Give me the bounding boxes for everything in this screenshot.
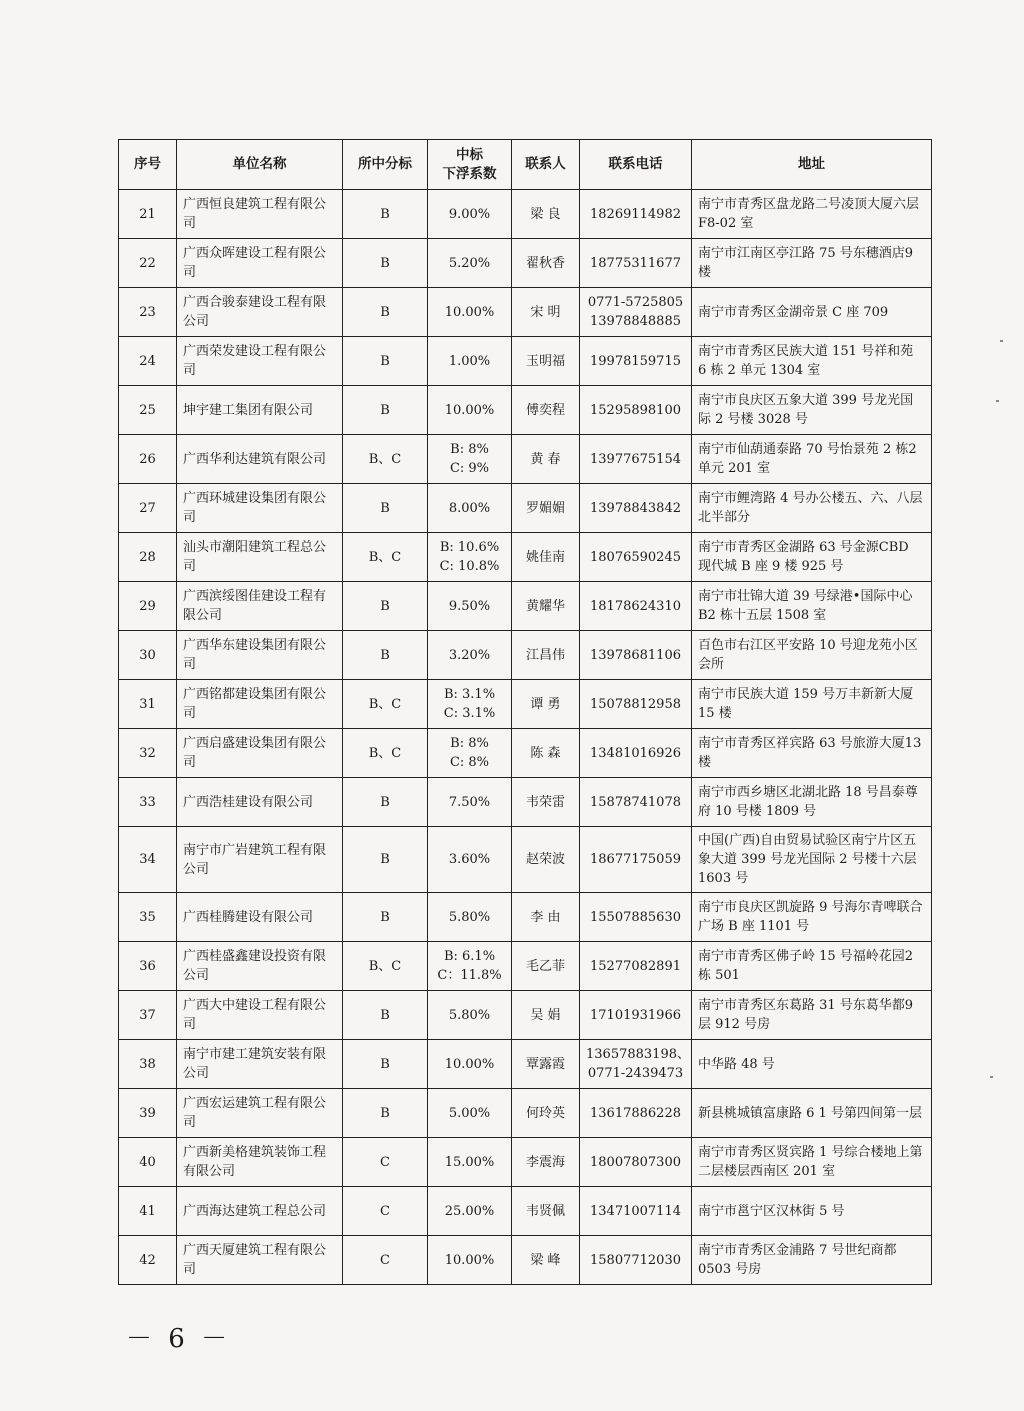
phone-value: 13978681106 xyxy=(590,647,681,663)
cell-phone xyxy=(580,631,692,680)
cell-seq: 27 xyxy=(119,484,177,533)
cell-name: 广西恒良建筑工程有限公司 xyxy=(177,190,343,239)
cell-seq: 32 xyxy=(119,729,177,778)
cell-coef xyxy=(428,288,512,337)
cell-address: 南宁市民族大道 159 号万丰新新大厦 15 楼 xyxy=(692,680,932,729)
coef-value: B: 6.1% xyxy=(443,949,496,964)
scan-speck xyxy=(1000,340,1003,342)
cell-section: C xyxy=(343,1236,428,1285)
cell-address: 南宁市江南区亭江路 75 号东穗酒店9 楼 xyxy=(692,239,932,288)
cell-address: 南宁市青秀区东葛路 31 号东葛华都9 层 912 号房 xyxy=(692,991,932,1040)
cell-name: 广西环城建设集团有限公司 xyxy=(177,484,343,533)
cell-seq: 36 xyxy=(119,942,177,991)
cell-contact: 宋 明 xyxy=(512,288,580,337)
phone-value: 17101931966 xyxy=(590,1007,681,1023)
cell-contact: 罗媚媚 xyxy=(512,484,580,533)
cell-seq: 35 xyxy=(119,893,177,942)
cell-coef xyxy=(428,778,512,827)
cell-contact: 李 由 xyxy=(512,893,580,942)
bidder-table xyxy=(118,139,932,1285)
coef-value: C: 8% xyxy=(449,755,490,770)
cell-seq: 31 xyxy=(119,680,177,729)
table-row xyxy=(119,827,932,893)
table-row xyxy=(119,680,932,729)
cell-section: B xyxy=(343,239,428,288)
cell-coef xyxy=(428,386,512,435)
phone-value: 18677175059 xyxy=(590,852,681,867)
cell-address: 南宁市青秀区佛子岭 15 号福岭花园2 栋 501 xyxy=(692,942,932,991)
cell-name: 广西启盛建设集团有限公司 xyxy=(177,729,343,778)
coef-value: 1.00% xyxy=(448,353,491,369)
cell-name: 南宁市建工建筑安装有限公司 xyxy=(177,1040,343,1089)
cell-section: B xyxy=(343,1089,428,1138)
cell-section: C xyxy=(343,1138,428,1187)
cell-seq: 22 xyxy=(119,239,177,288)
cell-address: 南宁市青秀区金浦路 7 号世纪商都0503 号房 xyxy=(692,1236,932,1285)
cell-phone xyxy=(580,288,692,337)
cell-section: B xyxy=(343,1040,428,1089)
table-row xyxy=(119,942,932,991)
cell-contact: 韦荣雷 xyxy=(512,778,580,827)
cell-phone xyxy=(580,582,692,631)
coef-value: 9.00% xyxy=(448,206,491,222)
cell-phone xyxy=(580,386,692,435)
table-row xyxy=(119,1089,932,1138)
cell-name: 南宁市广岩建筑工程有限公司 xyxy=(177,827,343,893)
cell-address: 南宁市良庆区五象大道 399 号龙光国际 2 号楼 3028 号 xyxy=(692,386,932,435)
cell-name: 广西桂盛鑫建设投资有限公司 xyxy=(177,942,343,991)
cell-contact: 黄耀华 xyxy=(512,582,580,631)
coef-value: 10.00% xyxy=(444,402,495,418)
cell-phone xyxy=(580,991,692,1040)
phone-value: 13471007114 xyxy=(590,1203,681,1219)
cell-address: 南宁市鲤湾路 4 号办公楼五、六、八层北半部分 xyxy=(692,484,932,533)
coef-value: 8.00% xyxy=(448,500,491,516)
cell-coef xyxy=(428,337,512,386)
cell-address: 南宁市青秀区民族大道 151 号祥和苑 6 栋 2 单元 1304 室 xyxy=(692,337,932,386)
cell-section: B xyxy=(343,778,428,827)
phone-value: 13657883198、 xyxy=(586,1047,690,1062)
cell-coef xyxy=(428,893,512,942)
cell-coef xyxy=(428,533,512,582)
coef-value: B: 8% xyxy=(450,442,489,457)
header-coef-line2: 下浮系数 xyxy=(442,165,497,182)
cell-contact: 姚佳南 xyxy=(512,533,580,582)
coef-value: 10.00% xyxy=(444,1056,495,1072)
cell-contact: 何玲英 xyxy=(512,1089,580,1138)
table-row xyxy=(119,1040,932,1089)
coef-value: B: 8% xyxy=(450,736,489,751)
cell-coef xyxy=(428,582,512,631)
cell-contact: 梁 峰 xyxy=(512,1236,580,1285)
table-row xyxy=(119,533,932,582)
cell-address: 南宁市西乡塘区北湖北路 18 号昌泰尊府 10 号楼 1809 号 xyxy=(692,778,932,827)
cell-phone xyxy=(580,1236,692,1285)
cell-coef xyxy=(428,680,512,729)
phone-value: 13977675154 xyxy=(590,451,681,467)
cell-name: 广西天厦建筑工程有限公司 xyxy=(177,1236,343,1285)
phone-value: 13978848885 xyxy=(590,314,681,329)
cell-coef xyxy=(428,1187,512,1236)
table-row xyxy=(119,991,932,1040)
cell-seq: 39 xyxy=(119,1089,177,1138)
cell-section: B、C xyxy=(343,942,428,991)
cell-phone xyxy=(580,239,692,288)
phone-value: 15277082891 xyxy=(590,958,681,974)
cell-seq: 41 xyxy=(119,1187,177,1236)
table-row xyxy=(119,1138,932,1187)
cell-section: B xyxy=(343,582,428,631)
phone-value: 15878741078 xyxy=(590,794,681,810)
cell-name: 广西新美格建筑装饰工程有限公司 xyxy=(177,1138,343,1187)
cell-coef xyxy=(428,1138,512,1187)
cell-address: 百色市右江区平安路 10 号迎龙苑小区会所 xyxy=(692,631,932,680)
cell-seq: 40 xyxy=(119,1138,177,1187)
table-row xyxy=(119,582,932,631)
cell-seq: 30 xyxy=(119,631,177,680)
cell-seq: 29 xyxy=(119,582,177,631)
cell-phone xyxy=(580,1138,692,1187)
cell-coef xyxy=(428,631,512,680)
cell-phone xyxy=(580,1040,692,1089)
cell-section: B xyxy=(343,827,428,893)
cell-name: 广西铭都建设集团有限公司 xyxy=(177,680,343,729)
cell-coef xyxy=(428,991,512,1040)
cell-coef xyxy=(428,484,512,533)
cell-address: 南宁市仙葫通泰路 70 号怡景苑 2 栋2 单元 201 室 xyxy=(692,435,932,484)
cell-contact: 江昌伟 xyxy=(512,631,580,680)
cell-section: B xyxy=(343,991,428,1040)
cell-seq: 23 xyxy=(119,288,177,337)
table-row xyxy=(119,288,932,337)
phone-value: 15078812958 xyxy=(590,696,681,712)
cell-phone xyxy=(580,680,692,729)
cell-contact: 梁 良 xyxy=(512,190,580,239)
cell-name: 广西宏运建筑工程有限公司 xyxy=(177,1089,343,1138)
cell-section: B xyxy=(343,190,428,239)
phone-value: 15507885630 xyxy=(590,909,681,925)
table-row xyxy=(119,484,932,533)
cell-contact: 韦贤佩 xyxy=(512,1187,580,1236)
table-row xyxy=(119,1236,932,1285)
cell-contact: 谭 勇 xyxy=(512,680,580,729)
coef-value: C: 9% xyxy=(449,461,490,476)
cell-section: B xyxy=(343,386,428,435)
cell-phone xyxy=(580,1187,692,1236)
phone-value: 15295898100 xyxy=(590,402,681,418)
cell-contact: 吴 娟 xyxy=(512,991,580,1040)
cell-seq: 28 xyxy=(119,533,177,582)
cell-name: 广西合骏泰建设工程有限公司 xyxy=(177,288,343,337)
cell-address: 南宁市壮锦大道 39 号绿港•国际中心 B2 栋十五层 1508 室 xyxy=(692,582,932,631)
cell-seq: 33 xyxy=(119,778,177,827)
cell-address: 南宁市青秀区贤宾路 1 号综合楼地上第二层楼层西南区 201 室 xyxy=(692,1138,932,1187)
cell-phone xyxy=(580,778,692,827)
cell-coef xyxy=(428,1089,512,1138)
cell-phone xyxy=(580,729,692,778)
phone-value: 0771-2439473 xyxy=(587,1066,684,1081)
cell-section: B xyxy=(343,484,428,533)
coef-value: C: 10.8% xyxy=(439,559,500,574)
cell-contact: 黄 春 xyxy=(512,435,580,484)
header-section: 所中分标 xyxy=(343,140,428,190)
scan-speck xyxy=(990,1076,993,1078)
cell-section: B、C xyxy=(343,680,428,729)
cell-address: 中华路 48 号 xyxy=(692,1040,932,1089)
coef-value: 15.00% xyxy=(444,1154,495,1170)
cell-phone xyxy=(580,1089,692,1138)
cell-contact: 陈 森 xyxy=(512,729,580,778)
cell-contact: 翟秋香 xyxy=(512,239,580,288)
cell-section: B xyxy=(343,288,428,337)
cell-address: 中国(广西)自由贸易试验区南宁片区五象大道 399 号龙光国际 2 号楼十六层 1603 号 xyxy=(692,827,932,893)
header-coef-line1: 中标 xyxy=(456,146,483,163)
table-row xyxy=(119,239,932,288)
coef-value: 9.50% xyxy=(448,598,491,614)
cell-phone xyxy=(580,190,692,239)
table-row xyxy=(119,778,932,827)
cell-contact: 李震海 xyxy=(512,1138,580,1187)
cell-phone xyxy=(580,827,692,893)
coef-value: 10.00% xyxy=(444,304,495,320)
cell-name: 广西华利达建筑有限公司 xyxy=(177,435,343,484)
cell-section: B、C xyxy=(343,435,428,484)
cell-section: B xyxy=(343,893,428,942)
cell-address: 南宁市邕宁区汉林街 5 号 xyxy=(692,1187,932,1236)
cell-address: 南宁市青秀区金湖帝景 C 座 709 xyxy=(692,288,932,337)
phone-value: 18076590245 xyxy=(590,549,681,565)
cell-phone xyxy=(580,337,692,386)
phone-value: 19978159715 xyxy=(590,353,681,369)
coef-value: 7.50% xyxy=(448,794,491,810)
table-row xyxy=(119,893,932,942)
cell-name: 广西滨绥图佳建设工程有限公司 xyxy=(177,582,343,631)
coef-value: B: 10.6% xyxy=(439,540,500,555)
phone-value: 13481016926 xyxy=(590,745,681,761)
coef-value: 5.20% xyxy=(448,255,491,271)
phone-value: 18007807300 xyxy=(590,1154,681,1170)
phone-value: 0771-5725805 xyxy=(587,295,684,310)
table-row xyxy=(119,190,932,239)
table-row xyxy=(119,1187,932,1236)
cell-coef xyxy=(428,1040,512,1089)
cell-address: 南宁市良庆区凯旋路 9 号海尔青啤联合广场 B 座 1101 号 xyxy=(692,893,932,942)
header-address: 地址 xyxy=(692,140,932,190)
header-name: 单位名称 xyxy=(177,140,343,190)
header-phone: 联系电话 xyxy=(580,140,692,190)
table-header-row xyxy=(119,140,932,190)
phone-value: 13617886228 xyxy=(590,1105,681,1121)
cell-seq: 37 xyxy=(119,991,177,1040)
table-row xyxy=(119,386,932,435)
cell-phone xyxy=(580,484,692,533)
coef-value: 3.20% xyxy=(448,647,491,663)
cell-name: 广西浩桂建设有限公司 xyxy=(177,778,343,827)
table-row xyxy=(119,435,932,484)
cell-section: B xyxy=(343,337,428,386)
cell-seq: 21 xyxy=(119,190,177,239)
cell-seq: 26 xyxy=(119,435,177,484)
cell-coef xyxy=(428,827,512,893)
coef-value: 5.80% xyxy=(448,1007,491,1023)
page-number: － 6 － xyxy=(126,1324,232,1354)
cell-address: 新县桃城镇富康路 6 1 号第四间第一层 xyxy=(692,1089,932,1138)
cell-name: 坤宇建工集团有限公司 xyxy=(177,386,343,435)
cell-address: 南宁市青秀区祥宾路 63 号旅游大厦13 楼 xyxy=(692,729,932,778)
cell-section: B xyxy=(343,631,428,680)
cell-coef xyxy=(428,729,512,778)
cell-phone xyxy=(580,533,692,582)
table-row xyxy=(119,631,932,680)
cell-name: 广西大中建设工程有限公司 xyxy=(177,991,343,1040)
coef-value: B: 3.1% xyxy=(443,687,496,702)
cell-seq: 34 xyxy=(119,827,177,893)
cell-seq: 42 xyxy=(119,1236,177,1285)
coef-value: C：11.8% xyxy=(437,968,502,983)
coef-value: 10.00% xyxy=(444,1252,495,1268)
coef-value: 5.80% xyxy=(448,909,491,925)
phone-value: 18269114982 xyxy=(590,206,681,222)
cell-section: B、C xyxy=(343,533,428,582)
cell-address: 南宁市青秀区金湖路 63 号金源CBD 现代城 B 座 9 楼 925 号 xyxy=(692,533,932,582)
cell-seq: 25 xyxy=(119,386,177,435)
cell-name: 广西众晖建设工程有限公司 xyxy=(177,239,343,288)
cell-name: 广西海达建筑工程总公司 xyxy=(177,1187,343,1236)
cell-phone xyxy=(580,435,692,484)
cell-section: C xyxy=(343,1187,428,1236)
table-row xyxy=(119,729,932,778)
cell-seq: 24 xyxy=(119,337,177,386)
cell-phone xyxy=(580,893,692,942)
cell-coef xyxy=(428,942,512,991)
phone-value: 13978843842 xyxy=(590,500,681,516)
header-seq: 序号 xyxy=(119,140,177,190)
cell-contact: 赵荣波 xyxy=(512,827,580,893)
coef-value: C: 3.1% xyxy=(443,706,496,721)
cell-contact: 覃露霞 xyxy=(512,1040,580,1089)
cell-coef xyxy=(428,435,512,484)
coef-value: 3.60% xyxy=(448,852,491,867)
cell-address: 南宁市青秀区盘龙路二号凌顶大厦六层 F8-02 室 xyxy=(692,190,932,239)
cell-seq: 38 xyxy=(119,1040,177,1089)
cell-name: 汕头市潮阳建筑工程总公司 xyxy=(177,533,343,582)
coef-value: 5.00% xyxy=(448,1105,491,1121)
table-row xyxy=(119,337,932,386)
cell-name: 广西荣发建设工程有限公司 xyxy=(177,337,343,386)
cell-contact: 傅奕程 xyxy=(512,386,580,435)
coef-value: 25.00% xyxy=(444,1203,495,1219)
phone-value: 18775311677 xyxy=(590,255,681,271)
cell-coef xyxy=(428,1236,512,1285)
cell-coef xyxy=(428,239,512,288)
cell-contact: 毛乙菲 xyxy=(512,942,580,991)
phone-value: 18178624310 xyxy=(590,598,681,614)
phone-value: 15807712030 xyxy=(590,1252,681,1268)
cell-name: 广西华东建设集团有限公司 xyxy=(177,631,343,680)
cell-section: B、C xyxy=(343,729,428,778)
cell-name: 广西桂腾建设有限公司 xyxy=(177,893,343,942)
header-contact: 联系人 xyxy=(512,140,580,190)
scan-speck xyxy=(996,400,999,402)
cell-contact: 玉明福 xyxy=(512,337,580,386)
header-coef xyxy=(428,140,512,190)
cell-coef xyxy=(428,190,512,239)
cell-phone xyxy=(580,942,692,991)
